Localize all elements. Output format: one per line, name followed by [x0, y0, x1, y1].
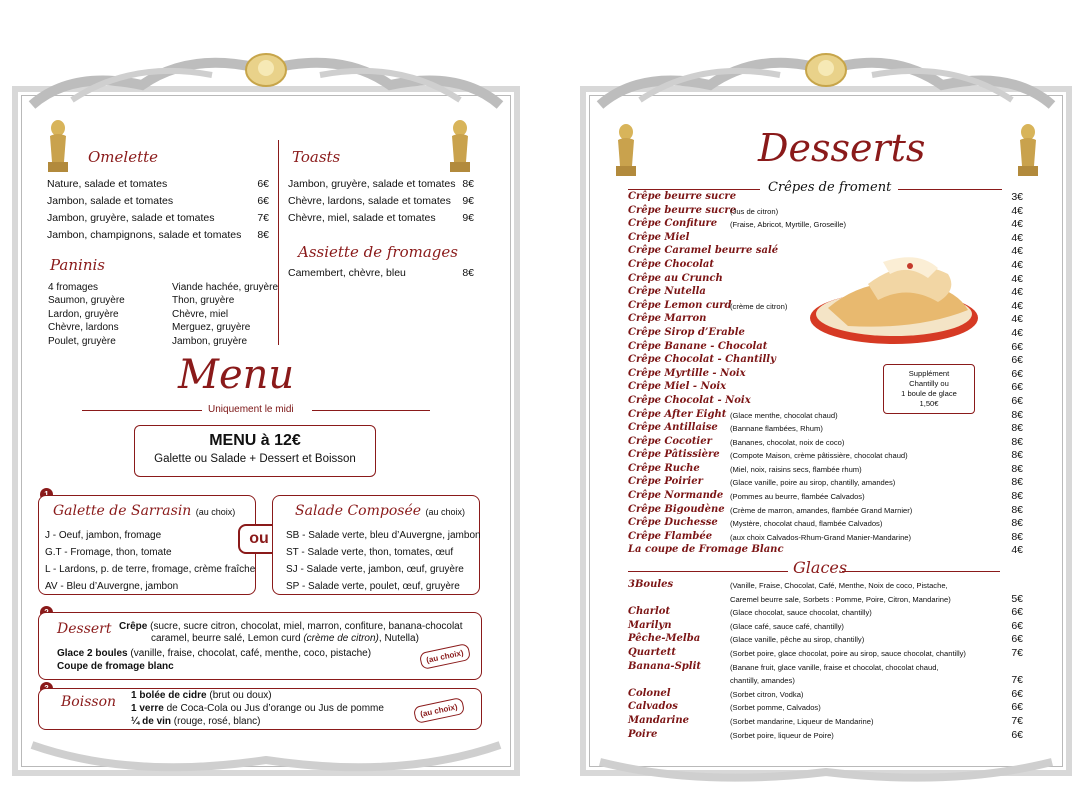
crepe-item-row: [628, 301, 1023, 315]
crepe-item-price: 6€: [1011, 394, 1023, 407]
omelette-item-name: Nature, salade et tomates: [47, 178, 168, 190]
dessert-coupe: Coupe de fromage blanc: [57, 661, 174, 672]
salade-item: SJ - Salade verte, jambon, œuf, gruyère: [286, 564, 464, 575]
salade-heading: [295, 502, 465, 520]
salade-items: [286, 527, 481, 595]
panini-item: Jambon, gruyère: [172, 335, 248, 347]
glace-item-name: Pêche-Melba: [628, 633, 701, 645]
crepe-item-name: Crêpe Miel: [628, 231, 690, 243]
crepe-item-price: 8€: [1011, 422, 1023, 435]
crepe-item-desc: (Jus de citron): [730, 206, 779, 216]
crepe-item-price: 8€: [1011, 517, 1023, 530]
dessert-glace-text: (vanille, fraise, chocolat, café, menthe, coco, pistache): [130, 648, 372, 659]
crepe-item-name: Crêpe Ruche: [628, 462, 700, 474]
crepe-item-name: Crêpe Sirop d’Erable: [628, 326, 745, 338]
menu-rule-left: [82, 410, 202, 411]
salade-choice: (au choix): [425, 507, 465, 517]
crepe-item-name: Crêpe beurre sucre: [628, 204, 737, 216]
paninis-col2: [172, 281, 278, 348]
glace-item-name: Calvados: [628, 701, 678, 713]
crepe-item-row: [628, 423, 1023, 437]
crepe-item-price: 8€: [1011, 476, 1023, 489]
panini-item: Thon, gruyère: [172, 295, 235, 307]
glaces-rule-right: [842, 571, 1000, 572]
panini-item: Merguez, gruyère: [172, 322, 251, 334]
dessert-glace-line: [57, 648, 371, 659]
menu-title: Menu: [178, 352, 295, 398]
galette-box: [38, 495, 256, 595]
omelette-item-name: Jambon, champignons, salade et tomates: [47, 229, 242, 241]
crepe-item-name: Crêpe After Eight: [628, 408, 727, 420]
glace-item-price: 7€: [1011, 674, 1023, 687]
crepe-item-row: [628, 246, 1023, 260]
assiette-title: Assiette de fromages: [298, 243, 458, 261]
dessert-crepe-line1: (sucre, sucre citron, chocolat, miel, marron, confiture, banana-chocolat: [150, 621, 463, 632]
crepe-item-desc: (Glace vanille, poire au sirop, chantilly, amandes): [730, 478, 896, 488]
galette-item: G.T - Fromage, thon, tomate: [45, 547, 172, 558]
galette-item: AV - Bleu d’Auvergne, jambon: [45, 581, 179, 592]
glace-item-row: [628, 662, 1023, 676]
boisson-line1-bold: 1 bolée de cidre: [131, 690, 207, 701]
crepe-item-row: [628, 369, 1023, 383]
glace-item-row: [628, 702, 1023, 716]
boisson-line2-rest: de Coca-Cola ou Jus d’orange ou Jus de pomme: [166, 703, 384, 714]
left-page-ornament-top: [12, 30, 520, 110]
omelette-item-price: 7€: [257, 212, 269, 224]
right-statue-icon-left: [610, 120, 642, 178]
crepe-item-price: 8€: [1011, 408, 1023, 421]
galette-choice: (au choix): [195, 507, 236, 517]
boisson-line3-bold: ¼ de vin: [131, 716, 172, 727]
crepe-item-name: Crêpe Cocotier: [628, 435, 712, 447]
crepe-item-row: [628, 233, 1023, 247]
supplement-line: 1,50€: [919, 399, 939, 408]
boisson-line3: [131, 715, 384, 728]
glace-item-price: 5€: [1011, 592, 1023, 605]
glace-item-desc: (Vanille, Fraise, Chocolat, Café, Menthe, Noix de coco, Pistache,: [730, 581, 948, 590]
dessert-glace-label: Glace 2 boules: [57, 648, 128, 659]
crepe-item-price: 6€: [1011, 354, 1023, 367]
crepe-item-row: [628, 437, 1023, 451]
crepe-item-row: [628, 206, 1023, 220]
glace-item-row: [628, 648, 1023, 662]
crepe-item-name: Crêpe Pâtissière: [628, 449, 720, 461]
glace-item-row: [628, 634, 1023, 648]
glace-item-price: 6€: [1011, 701, 1023, 714]
glace-item-row: [628, 580, 1023, 594]
crepe-item-row: [628, 287, 1023, 301]
dessert-crepe-tail: , Nutella): [378, 633, 419, 644]
crepe-item-row: [628, 545, 1023, 559]
omelette-item-price: 6€: [257, 178, 269, 190]
crepe-item-name: Crêpe beurre sucre: [628, 191, 737, 202]
glace-item-name: Mandarine: [628, 714, 689, 726]
desserts-rule-left: [628, 189, 760, 190]
crepe-item-row: [628, 219, 1023, 233]
omelette-item-row: [47, 176, 269, 193]
glace-item-name: Banana-Split: [628, 660, 702, 672]
salade-box: [272, 495, 480, 595]
boisson-line2-bold: 1 verre: [131, 703, 164, 714]
menu-subtitle: Uniquement le midi: [208, 404, 294, 415]
menu-price-title: MENU à 12€: [209, 432, 301, 449]
glace-item-price: 6€: [1011, 728, 1023, 741]
crepe-item-row: [628, 450, 1023, 464]
glace-item-desc: (Glace vanille, pêche au sirop, chantilly): [730, 635, 865, 645]
crepe-item-name: Crêpe au Crunch: [628, 272, 723, 284]
glace-item-desc: (Glace café, sauce café, chantilly): [730, 621, 844, 631]
left-statue-icon-right: [444, 116, 476, 174]
glace-item-desc-cont: Caremel beurre sale, Sorbets : Pomme, Poire, Citron, Mandarine): [730, 594, 951, 604]
toasts-item-row: [288, 193, 474, 210]
crepe-item-name: Crêpe Chocolat: [628, 258, 714, 270]
crepe-item-price: 4€: [1011, 218, 1023, 231]
glace-item-name: 3Boules: [628, 579, 674, 590]
crepe-item-price: 8€: [1011, 462, 1023, 475]
omelette-item-name: Jambon, gruyère, salade et tomates: [47, 212, 215, 224]
glace-item-name: Poire: [628, 728, 658, 740]
crepe-item-price: 4€: [1011, 299, 1023, 312]
crepe-item-name: Crêpe Myrtille - Noix: [628, 367, 746, 379]
crepe-item-desc: (Fraise, Abricot, Myrtille, Groseille): [730, 220, 847, 230]
toasts-item-price: 9€: [462, 195, 474, 207]
salade-item: ST - Salade verte, thon, tomates, œuf: [286, 547, 454, 558]
dessert-crepe-label: Crêpe: [119, 621, 148, 632]
crepe-item-row: [628, 518, 1023, 532]
glace-item-desc: (Sorbet mandarine, Liqueur de Mandarine): [730, 716, 874, 726]
glace-item-row: [628, 607, 1023, 621]
crepe-item-desc: (Miel, noix, raisins secs, flambée rhum): [730, 464, 862, 474]
salade-title: Salade Composée: [295, 503, 422, 519]
dessert-box: [38, 612, 482, 680]
crepe-item-row: [628, 274, 1023, 288]
desserts-rule-right: [898, 189, 1002, 190]
crepe-item-price: 4€: [1011, 313, 1023, 326]
crepe-item-desc: (Bannane flambées, Rhum): [730, 424, 823, 434]
crepe-item-name: Crêpe Marron: [628, 313, 707, 325]
crepe-item-desc: (crème de citron): [730, 301, 788, 311]
dessert-choice-stamp: (au choix): [419, 643, 471, 670]
crepe-item-price: 4€: [1011, 231, 1023, 244]
crepe-item-row: [628, 328, 1023, 342]
crepe-item-price: 4€: [1011, 326, 1023, 339]
crepe-item-name: Crêpe Poirier: [628, 476, 703, 488]
right-statue-icon-right: [1012, 120, 1044, 178]
crepe-item-price: 3€: [1011, 191, 1023, 203]
panini-item: Lardon, gruyère: [48, 308, 119, 320]
crepe-item-desc: (Glace menthe, chocolat chaud): [730, 410, 838, 420]
omelette-title: Omelette: [88, 148, 159, 166]
omelette-item-price: 8€: [257, 229, 269, 241]
menu-rule-right: [312, 410, 430, 411]
omelette-item-name: Jambon, salade et tomates: [47, 195, 174, 207]
glace-item-desc-cont: chantilly, amandes): [730, 676, 795, 686]
boisson-line2: [131, 702, 384, 715]
glace-item-desc: (Sorbet citron, Vodka): [730, 689, 804, 699]
glace-item-desc: (Sorbet pomme, Calvados): [730, 703, 821, 713]
crepe-item-price: 8€: [1011, 503, 1023, 516]
crepe-item-name: Crêpe Chocolat - Chantilly: [628, 354, 776, 366]
desserts-subtitle: Crêpes de froment: [768, 180, 892, 195]
panini-item: Poulet, gruyère: [48, 335, 116, 347]
omelette-list: [47, 176, 269, 244]
crepe-item-row: [628, 396, 1023, 410]
crepe-item-name: Crêpe Normande: [628, 490, 724, 502]
assiette-item-row: [288, 265, 474, 282]
crepe-item-price: 8€: [1011, 435, 1023, 448]
glace-item-price: 6€: [1011, 619, 1023, 632]
crepe-item-name: Crêpe Nutella: [628, 286, 706, 298]
dessert-title: Dessert: [57, 621, 112, 637]
crepe-item-row: [628, 410, 1023, 424]
supplement-line: Chantilly ou: [909, 379, 949, 388]
salade-item: SP - Salade verte, poulet, œuf, gruyère: [286, 581, 460, 592]
glace-item-price: 6€: [1011, 606, 1023, 619]
crepe-item-name: Crêpe Flambée: [628, 530, 713, 542]
crepe-item-name: Crêpe Lemon curd: [628, 299, 732, 311]
glace-list: [628, 580, 1023, 743]
crepe-item-row: [628, 382, 1023, 396]
glace-item-name: Quartett: [628, 646, 676, 658]
crepe-item-price: 8€: [1011, 490, 1023, 503]
boisson-line1-rest: (brut ou doux): [209, 690, 272, 701]
toasts-list: [288, 176, 474, 227]
panini-item: Saumon, gruyère: [48, 295, 125, 307]
crepe-item-name: Crêpe Caramel beurre salé: [628, 245, 779, 257]
dessert-crepe-line: [119, 621, 463, 645]
boisson-title: Boisson: [61, 694, 117, 710]
crepe-item-row: [628, 192, 1023, 206]
crepe-item-row: [628, 355, 1023, 369]
glace-item-row: [628, 689, 1023, 703]
crepe-item-name: Crêpe Antillaise: [628, 422, 718, 434]
crepe-item-desc: (Mystère, chocolat chaud, flambée Calvados): [730, 519, 883, 529]
omelette-item-row: [47, 193, 269, 210]
panini-item: 4 fromages: [48, 282, 99, 293]
divider-vertical: [278, 140, 279, 345]
crepe-item-desc: (Bananes, chocolat, noix de coco): [730, 437, 845, 447]
salade-item: SB - Salade verte, bleu d’Auvergne, jambon: [286, 530, 481, 541]
right-page-ornament-bottom: [580, 752, 1072, 792]
panini-item: Viande hachée, gruyère: [172, 282, 279, 293]
glace-item-row: [628, 621, 1023, 635]
crepe-item-row: [628, 464, 1023, 478]
left-statue-icon: [42, 116, 74, 174]
crepe-item-desc: (Pommes au beurre, flambée Calvados): [730, 492, 865, 502]
boisson-line1: [131, 689, 384, 702]
glace-item-price: 6€: [1011, 633, 1023, 646]
galette-title: Galette de Sarrasin: [53, 503, 192, 519]
crepe-item-row: [628, 532, 1023, 546]
dessert-crepe-line2: caramel, beurre salé, Lemon curd: [151, 633, 301, 644]
crepe-item-row: [628, 477, 1023, 491]
paninis-col1: [48, 281, 125, 348]
crepe-item-row: [628, 491, 1023, 505]
toasts-item-name: Chèvre, lardons, salade et tomates: [288, 195, 451, 207]
menu-price-subtitle: Galette ou Salade + Dessert et Boisson: [154, 453, 356, 465]
crepe-item-price: 4€: [1011, 544, 1023, 557]
glace-item-price: 7€: [1011, 714, 1023, 727]
crepe-item-desc: (Compote Maison, crème pâtissière, chocolat chaud): [730, 451, 908, 461]
glace-item-name: Charlot: [628, 606, 671, 618]
crepe-list: [628, 192, 1023, 559]
crepe-item-price: 4€: [1011, 272, 1023, 285]
glace-item-row-cont: [628, 594, 1023, 608]
supplement-line: 1 boule de glace: [901, 389, 957, 398]
omelette-item-price: 6€: [257, 195, 269, 207]
assiette-list: [288, 265, 474, 282]
toasts-item-price: 8€: [462, 178, 474, 190]
omelette-item-row: [47, 227, 269, 244]
panini-item: Chèvre, lardons: [48, 322, 119, 334]
glace-item-desc: (Sorbet poire, liqueur de Poire): [730, 730, 834, 740]
crepe-item-name: Crêpe Chocolat - Noix: [628, 394, 751, 406]
crepe-item-price: 6€: [1011, 381, 1023, 394]
crepe-item-desc: (aux choix Calvados-Rhum-Grand Manier-Mandarine): [730, 532, 912, 542]
crepe-item-price: 8€: [1011, 449, 1023, 462]
crepe-item-name: La coupe de Fromage Blanc: [628, 544, 784, 556]
crepe-item-price: 6€: [1011, 367, 1023, 380]
panini-item: Chèvre, miel: [172, 308, 229, 320]
glaces-rule-left: [628, 571, 788, 572]
crepe-item-price: 4€: [1011, 204, 1023, 217]
galette-heading: [53, 502, 235, 520]
toasts-item-row: [288, 210, 474, 227]
right-page-ornament-top: [580, 30, 1072, 110]
glace-item-name: Colonel: [628, 687, 671, 699]
crepe-item-name: Crêpe Bigoudène: [628, 503, 725, 515]
glace-item-desc: (Sorbet poire, glace chocolat, poire au sirop, sauce chocolat, chantilly): [730, 648, 966, 658]
galette-item: L - Lardons, p. de terre, fromage, crème fraîche: [45, 564, 256, 575]
crepe-item-row: [628, 314, 1023, 328]
glaces-title: Glaces: [793, 558, 848, 577]
crepe-item-name: Crêpe Banane - Chocolat: [628, 340, 768, 352]
toasts-item-price: 9€: [462, 212, 474, 224]
toasts-item-name: Jambon, gruyère, salade et tomates: [288, 178, 456, 190]
crepe-item-name: Crêpe Confiture: [628, 218, 718, 230]
toasts-item-name: Chèvre, miel, salade et tomates: [288, 212, 436, 224]
dessert-crepe-italic: (crème de citron): [303, 633, 379, 644]
crepe-item-price: 4€: [1011, 286, 1023, 299]
boisson-line3-rest: (rouge, rosé, blanc): [173, 716, 261, 727]
glace-item-desc: (Banane fruit, glace vanille, fraise et chocolat, chocolat chaud,: [730, 662, 939, 672]
glace-item-row: [628, 716, 1023, 730]
toasts-title: Toasts: [292, 148, 341, 166]
menu-price-box: [134, 425, 376, 477]
desserts-title: Desserts: [758, 126, 926, 170]
boisson-choice-stamp: (au choix): [413, 697, 465, 724]
crepe-item-row: [628, 260, 1023, 274]
glace-item-desc: (Glace chocolat, sauce chocolat, chantilly): [730, 608, 872, 618]
glace-item-name: Marilyn: [628, 619, 672, 631]
glace-item-price: 7€: [1011, 646, 1023, 659]
galette-item: J - Oeuf, jambon, fromage: [45, 530, 162, 541]
glace-item-price: 6€: [1011, 687, 1023, 700]
paninis-title: Paninis: [50, 256, 105, 274]
crepe-item-price: 4€: [1011, 245, 1023, 258]
toasts-item-row: [288, 176, 474, 193]
crepe-item-price: 8€: [1011, 530, 1023, 543]
ou-text: ou: [249, 530, 269, 547]
crepe-item-row: [628, 505, 1023, 519]
crepe-item-price: 6€: [1011, 340, 1023, 353]
assiette-item-name: Camembert, chèvre, bleu: [288, 267, 406, 279]
galette-items: [45, 527, 255, 595]
crepe-item-price: 4€: [1011, 258, 1023, 271]
assiette-item-price: 8€: [462, 267, 474, 279]
glace-item-row-cont: [628, 675, 1023, 689]
left-page-ornament-bottom: [12, 735, 520, 785]
crepe-item-name: Crêpe Duchesse: [628, 517, 718, 529]
boisson-lines: [131, 689, 384, 728]
crepe-item-name: Crêpe Miel - Noix: [628, 381, 727, 393]
omelette-item-row: [47, 210, 269, 227]
crepe-item-row: [628, 342, 1023, 356]
crepe-item-desc: (Crème de marron, amandes, flambée Grand Marnier): [730, 505, 913, 515]
supplement-line: Supplément: [908, 369, 950, 378]
glace-item-row: [628, 730, 1023, 744]
